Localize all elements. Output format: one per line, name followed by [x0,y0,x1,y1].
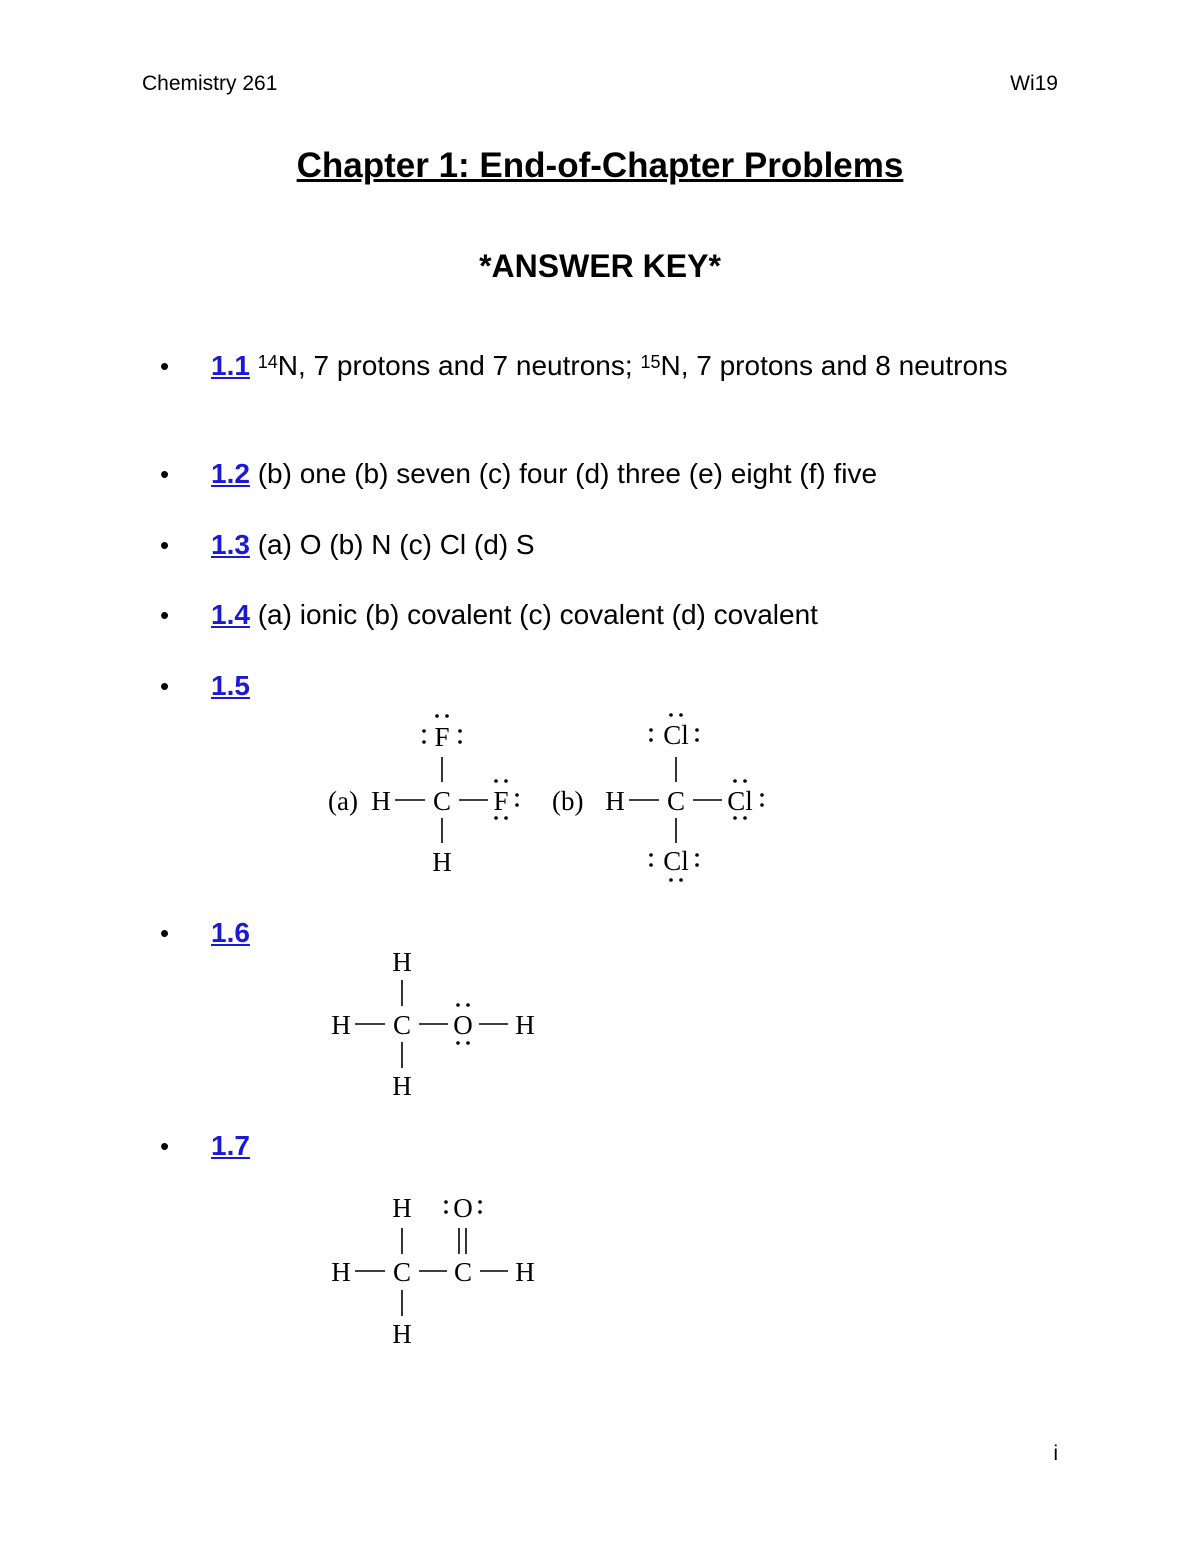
atom-h: H [392,1071,412,1101]
list-item [160,668,1040,704]
atom-c: C [392,1257,412,1287]
problem-link-1-4[interactable]: 1.4 [211,599,250,630]
bullet: • [160,600,170,630]
atom-c: C [392,1010,412,1040]
page-title: Chapter 1: End-of-Chapter Problems [296,146,904,185]
superscript: 15 [640,352,661,372]
problem-link-1-1[interactable]: 1.1 [211,350,250,381]
bullet: • [160,459,170,489]
bullet: • [160,1131,170,1161]
atom-cl: Cl [727,786,753,816]
atom-c: C [453,1257,473,1287]
atom-f: F [493,786,509,816]
list-item [160,597,1040,633]
problem-link-1-7[interactable]: 1.7 [211,1130,250,1161]
atom-h: H [371,786,391,816]
structure-label: (b) [552,786,584,816]
answer-text: (a) ionic (b) covalent (c) covalent (d) covalent [257,599,818,630]
course-header: Chemistry 261 [142,72,278,95]
lewis-structure-1-5a [328,714,519,877]
term-header: Wi19 [1010,72,1058,95]
answer-text: N, 7 protons and 8 neutrons [660,350,1008,381]
bullet: • [160,918,170,948]
lewis-structure-1-7 [331,1193,535,1349]
bullet: • [160,530,170,560]
atom-h: H [432,847,452,877]
answer-text: N, 7 protons and 7 neutrons; [277,350,641,381]
atom-o: O [453,1193,473,1223]
list-item [160,915,1040,951]
list-item [160,1128,1040,1164]
atom-c: C [666,786,686,816]
problem-link-1-3[interactable]: 1.3 [211,529,250,560]
atom-o: O [453,1010,473,1040]
list-item [160,348,1040,384]
problem-link-1-5[interactable]: 1.5 [211,670,250,701]
bullet: • [160,671,170,701]
page-number: i [1053,1442,1058,1465]
problem-link-1-2[interactable]: 1.2 [211,458,250,489]
atom-h: H [515,1257,535,1287]
answer-text: (a) O (b) N (c) Cl (d) S [257,529,535,560]
atom-cl: Cl [663,720,689,750]
structure-label: (a) [328,786,358,816]
answer-text: (b) one (b) seven (c) four (d) three (e) eight (f) five [257,458,878,489]
atom-h: H [392,1193,412,1223]
lewis-structure-1-5b [552,713,764,882]
atom-cl: Cl [663,846,689,876]
superscript: 14 [257,352,278,372]
list-item [160,456,1040,492]
atom-f: F [434,722,450,752]
list-item [160,527,1040,563]
atom-c: C [432,786,452,816]
atom-h: H [392,1319,412,1349]
atom-h: H [605,786,625,816]
page-subtitle: *ANSWER KEY* [479,248,721,284]
atom-h: H [331,1257,351,1287]
bullet: • [160,351,170,381]
lewis-structure-1-6 [331,947,535,1101]
atom-h: H [331,1010,351,1040]
atom-h: H [392,947,412,977]
problem-link-1-6[interactable]: 1.6 [211,917,250,948]
atom-h: H [515,1010,535,1040]
